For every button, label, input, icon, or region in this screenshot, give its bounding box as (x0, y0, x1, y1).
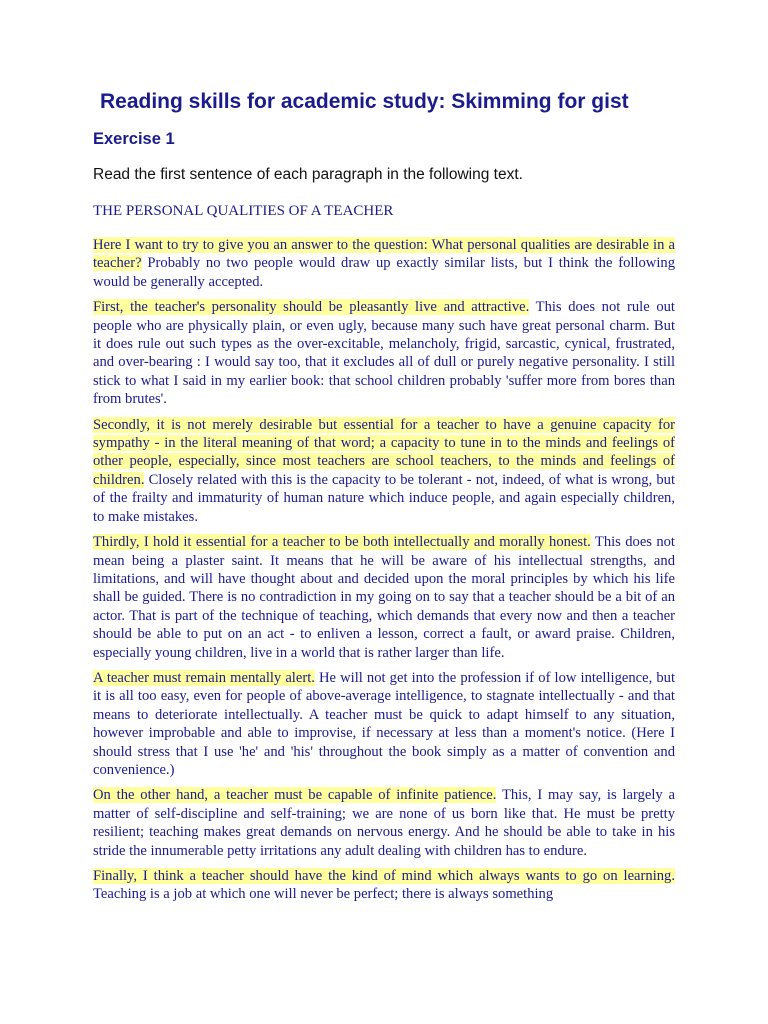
paragraph-rest: He will not get into the profession if of low intelligence, but it is all too easy, even for people of above-average intelligence, to stagnate intellectually - and that means to deteriorate intellectually. A teacher must be quick to adapt himself to any situation, however improbable and able to improvise, if necessary at less than a moment's notice. (Here I should stress that I use 'he' and 'his' throughout the book simply as a matter of convention and convenience.) (93, 669, 675, 778)
paragraph-2 (93, 298, 675, 408)
paragraph-3 (93, 416, 675, 526)
paragraph-rest: This does not rule out people who are physically plain, or even ugly, because many such have great personal charm. But it does rule out such types as the over-excitable, melancholy, frigid, sarcastic, cynical, frustrated, and over-bearing : I would say too, that it excludes all of dull or purely negative personality. I still stick to what I said in my earlier book: that school children probably 'suffer more from bores than from brutes'. (93, 299, 675, 408)
paragraph-7 (93, 867, 675, 904)
highlighted-first-sentence: Finally, I think a teacher should have the kind of mind which always wants to go on learning. (93, 868, 675, 884)
paragraph-rest: Closely related with this is the capacity to be tolerant - not, indeed, of what is wrong, but of the frailty and immaturity of human nature which induce people, and again especially children, to make mistakes. (93, 471, 675, 525)
paragraph-4 (93, 533, 675, 662)
article-body (93, 236, 675, 911)
highlighted-first-sentence: On the other hand, a teacher must be capable of infinite patience. (93, 787, 497, 804)
highlighted-first-sentence: Here I want to try to give you an answer to the question: What personal qualities are desirable in a teacher? (93, 237, 675, 272)
paragraph-5 (93, 669, 675, 779)
highlighted-first-sentence: First, the teacher's personality should be pleasantly live and attractive. (93, 299, 530, 316)
paragraph-rest: This, I may say, is largely a matter of self-discipline and self-training; we are none of us born like that. He must be pretty resilient; teaching makes great demands on nervous energy. And he should be able to take in his stride the innumerable petty irritations any adult dealing with children has to endure. (93, 787, 675, 859)
instruction-text: Read the first sentence of each paragraph in the following text. (93, 166, 523, 183)
paragraph-rest: Teaching is a job at which one will never be perfect; there is always something (93, 886, 554, 903)
paragraph-1 (93, 236, 675, 291)
text-heading: THE PERSONAL QUALITIES OF A TEACHER (93, 203, 394, 219)
highlighted-first-sentence: Thirdly, I hold it essential for a teacher to be both intellectually and morally honest. (93, 534, 591, 551)
page-title: Reading skills for academic study: Skimming for gist (100, 90, 629, 113)
highlighted-first-sentence: A teacher must remain mentally alert. (93, 669, 315, 686)
paragraph-rest: Probably no two people would draw up exactly similar lists, but I think the following would be generally accepted. (93, 255, 675, 290)
paragraph-rest: This does not mean being a plaster saint. It means that he will be aware of his intellectual strengths, and limitations, and will have thought about and decided upon the moral principles by which his life shall be guided. There is no contradiction in my going on to say that a teacher should be a bit of an actor. That is part of the technique of teaching, which demands that every now and then a teacher should be able to put on an act - to enliven a lesson, correct a fault, or award praise. Children, especially young children, live in a world that is rather larger than life. (93, 534, 675, 661)
exercise-label: Exercise 1 (93, 130, 175, 148)
highlighted-first-sentence: Secondly, it is not merely desirable but essential for a teacher to have a genuine capacity for sympathy - in the literal meaning of that word; a capacity to tune in to the minds and feelings of other people, especially, since most teachers are school teachers, to the minds and feelings of children. (93, 416, 675, 488)
paragraph-6 (93, 786, 675, 860)
